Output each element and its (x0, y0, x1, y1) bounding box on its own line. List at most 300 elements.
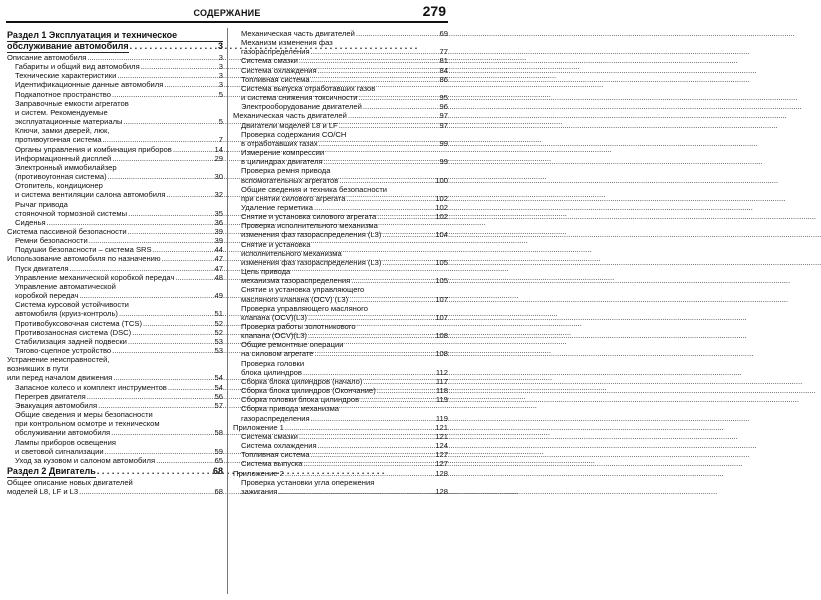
toc-entry-row (15, 71, 223, 80)
toc-entry[interactable] (7, 126, 223, 144)
dot-leader (117, 71, 217, 80)
toc-entry-row (233, 423, 448, 432)
toc-entry-title: на силовом агрегате (241, 349, 314, 359)
toc-page-number: 68 (212, 466, 223, 477)
toc-entry-title-line: Проверка головки (241, 358, 305, 368)
toc-entry-title: Информационный дисплей (15, 153, 112, 163)
dot-leader (162, 254, 214, 263)
toc-page-number: 107 (435, 294, 448, 304)
toc-entry-row (7, 227, 223, 236)
toc-entry-title: эксплуатационные материалы (15, 117, 123, 127)
toc-entry-row (241, 157, 448, 166)
toc-entry-row (15, 309, 223, 318)
toc-entry-title-line: Проверка установки угла опережения (241, 477, 375, 487)
toc-page-number: 86 (439, 74, 448, 84)
toc-entry-title: и световой сигнализации (15, 446, 104, 456)
toc-page-number: 107 (435, 312, 448, 322)
toc-entry[interactable] (233, 148, 448, 166)
dot-leader (123, 117, 217, 126)
toc-page-number: 102 (435, 212, 448, 222)
toc-entry[interactable] (7, 438, 223, 456)
toc-page-number: 30 (214, 172, 223, 182)
toc-page-number: 14 (214, 144, 223, 154)
toc-entry[interactable] (7, 99, 223, 126)
toc-entry-title: Система смазки (241, 56, 298, 66)
toc-entry[interactable] (7, 383, 223, 392)
toc-entry-title-line: Цепь привода (241, 267, 291, 277)
toc-entry-title: Удаление герметика (241, 202, 313, 212)
toc-page-number: 36 (214, 217, 223, 227)
toc-entry-title: Система смазки (241, 431, 298, 441)
toc-entry-row (241, 176, 448, 185)
toc-entry-title: изменения фаз газораспределения (L3) (241, 230, 382, 240)
toc-entry-title-line: Снятие и установка (241, 239, 311, 249)
dot-leader (349, 295, 434, 304)
toc-page-number: 29 (214, 153, 223, 163)
toc-entry-row (241, 414, 448, 423)
toc-page-number: 65 (214, 455, 223, 465)
toc-entry-title-line: Общие сведения и меры безопасности (15, 410, 153, 420)
toc-entry-row (241, 212, 448, 221)
toc-entry[interactable] (233, 29, 448, 38)
dot-leader (382, 258, 434, 267)
toc-entry-row (7, 53, 223, 62)
dot-leader (119, 309, 214, 318)
dot-leader (285, 423, 434, 432)
toc-page-number: 96 (439, 102, 448, 112)
dot-leader (324, 157, 439, 166)
dot-leader (143, 319, 214, 328)
toc-entry-row (15, 337, 223, 346)
toc-entry[interactable] (7, 392, 223, 401)
toc-entry-title: Уход за кузовом и салоном автомобиля (15, 455, 156, 465)
toc-entry[interactable] (233, 450, 448, 459)
toc-entry[interactable] (233, 102, 448, 111)
toc-entry-row (241, 349, 448, 358)
toc-page-number: 100 (435, 175, 448, 185)
dot-leader (89, 236, 214, 245)
toc-page-number: 52 (214, 318, 223, 328)
dot-leader (363, 102, 439, 111)
toc-page-number: 105 (435, 257, 448, 267)
toc-page-number: 5 (218, 117, 223, 127)
dot-leader (168, 383, 214, 392)
toc-entry-title-line: Сборка привода механизма (241, 404, 340, 414)
toc-entry-title: Снятие и установка силового агрегата (241, 212, 377, 222)
toc-entry[interactable] (233, 221, 448, 239)
toc-entry-title: клапана (OCV)(L3) (241, 331, 307, 341)
toc-entry-row (15, 392, 223, 401)
toc-page-number: 39 (214, 236, 223, 246)
toc-entry[interactable] (233, 459, 448, 468)
dot-leader (308, 313, 434, 322)
toc-entry[interactable] (7, 53, 223, 62)
toc-page-number: 35 (214, 208, 223, 218)
dot-leader (128, 209, 213, 218)
toc-page-number: 47 (214, 254, 223, 264)
toc-page-number: 47 (214, 263, 223, 273)
toc-entry[interactable] (7, 410, 223, 437)
dot-leader (156, 456, 213, 465)
dot-leader (164, 80, 217, 89)
dot-leader (314, 203, 434, 212)
toc-entry-row (241, 459, 448, 468)
toc-entry-title: блока цилиндров (241, 367, 302, 377)
toc-entry[interactable] (7, 80, 223, 89)
toc-entry[interactable] (233, 240, 448, 267)
toc-entry-title-line: возникших в пути (7, 364, 69, 374)
toc-entry-row (241, 47, 448, 56)
toc-page-number: 3 (218, 71, 223, 81)
dot-leader (112, 154, 213, 163)
toc-entry-title: Противобуксовочная система (TCS) (15, 318, 142, 328)
dot-leader (112, 346, 213, 355)
toc-entry-row (233, 469, 448, 478)
toc-entry-title: Габариты и общий вид автомобиля (15, 62, 140, 72)
toc-page-number: 44 (214, 245, 223, 255)
toc-entry-title: Управление механической коробкой передач (15, 272, 175, 282)
dot-leader (311, 75, 439, 84)
toc-page-number: 102 (435, 193, 448, 203)
toc-entry-title: при снятии силового агрегата (241, 193, 346, 203)
toc-entry[interactable] (7, 273, 223, 282)
toc-entry[interactable] (7, 90, 223, 99)
toc-entry-title: Подушки безопасности – система SRS (15, 245, 152, 255)
toc-entry-title: Противозаносная система (DSC) (15, 327, 132, 337)
toc-entry[interactable] (7, 319, 223, 328)
dot-leader (318, 66, 439, 75)
toc-entry-row (233, 111, 448, 120)
toc-page-number: 97 (439, 111, 448, 121)
dot-leader (348, 111, 439, 120)
dot-leader (105, 447, 214, 456)
toc-entry[interactable] (233, 423, 448, 432)
toc-entry-row (15, 264, 223, 273)
toc-entry[interactable] (7, 200, 223, 218)
toc-entry-title: Запасное колесо и комплект инструментов (15, 382, 167, 392)
toc-entry-title-line: Отопитель, кондиционер (15, 181, 103, 191)
toc-page-number: 117 (435, 376, 448, 386)
toc-entry[interactable] (7, 300, 223, 318)
toc-page-number: 51 (214, 309, 223, 319)
toc-entry-row (15, 383, 223, 392)
toc-entry[interactable] (233, 66, 448, 75)
toc-entry-row (241, 377, 448, 386)
toc-entry-title: моделей L8, LF и L3 (7, 487, 79, 497)
column-divider (227, 28, 228, 594)
toc-entry-title: и система снижения токсичности (241, 93, 358, 103)
toc-entry-title: Система выпуска (241, 459, 303, 469)
dot-leader (382, 230, 434, 239)
dot-leader (346, 194, 434, 203)
toc-entry-title: Раздел 2 Двигатель (7, 466, 96, 477)
toc-entry-title-line: исполнительного механизма (241, 248, 342, 258)
toc-entry-title: газораспределения (241, 413, 310, 423)
toc-entry-title-line: Проверка содержания CO/CH (241, 129, 347, 139)
toc-entry[interactable] (233, 38, 448, 56)
toc-entry-row (7, 487, 223, 496)
toc-entry-row (241, 66, 448, 75)
toc-entry[interactable] (233, 469, 448, 478)
toc-entry-row (15, 245, 223, 254)
toc-section[interactable] (7, 30, 223, 52)
toc-page-number: 32 (214, 190, 223, 200)
toc-entry-title: или перед началом движения (7, 373, 113, 383)
toc-entry[interactable] (7, 227, 223, 236)
toc-entry-title-line: Система выпуска отработавших газов (241, 83, 376, 93)
toc-entry[interactable] (233, 386, 448, 395)
toc-page-number: 127 (435, 459, 448, 469)
toc-entry[interactable] (7, 264, 223, 273)
toc-entry-row (15, 428, 223, 437)
toc-entry-row (15, 401, 223, 410)
toc-page-number: 7 (218, 135, 223, 145)
dot-leader (285, 469, 434, 478)
toc-page-number: 57 (214, 400, 223, 410)
toc-entry-row (7, 254, 223, 263)
toc-entry[interactable] (233, 478, 448, 496)
dot-leader (359, 93, 439, 102)
toc-entry[interactable] (7, 355, 223, 382)
toc-page-number: 95 (439, 93, 448, 103)
toc-entry-row (15, 456, 223, 465)
toc-entry[interactable] (7, 163, 223, 181)
toc-page-number: 3 (218, 62, 223, 72)
dot-leader (318, 441, 435, 450)
toc-page-number: 127 (435, 450, 448, 460)
toc-entry[interactable] (233, 111, 448, 120)
dot-leader (87, 392, 214, 401)
toc-entry-row (241, 258, 448, 267)
toc-entry-title: Двигатели моделей L8 и LF (241, 120, 338, 130)
toc-entry-title-line: Система курсовой устойчивости (15, 300, 129, 310)
toc-entry-title: Топливная система (241, 450, 310, 460)
dot-leader (175, 273, 213, 282)
dot-leader (153, 245, 214, 254)
dot-leader (108, 172, 214, 181)
toc-entry-row (241, 368, 448, 377)
toc-entry-title: масляного клапана (OCV) (L3) (241, 294, 349, 304)
toc-entry[interactable] (233, 395, 448, 404)
toc-entry-title: Органы управления и комбинация приборов (15, 144, 172, 154)
toc-entry-title: Приложение 2 (233, 468, 284, 478)
toc-entry[interactable] (7, 337, 223, 346)
toc-entry[interactable] (7, 154, 223, 163)
toc-entry[interactable] (7, 62, 223, 71)
toc-entry[interactable] (7, 346, 223, 355)
dot-leader (70, 264, 214, 273)
toc-page-number: 124 (435, 441, 448, 451)
dot-leader (315, 349, 435, 358)
toc-entry-row (15, 190, 223, 199)
toc-entry[interactable] (233, 322, 448, 340)
dot-leader (98, 401, 213, 410)
toc-page-number: 84 (439, 65, 448, 75)
toc-page-number: 68 (214, 487, 223, 497)
toc-page-number: 53 (214, 336, 223, 346)
toc-entry-title: Механическая часть двигателей (241, 29, 355, 38)
toc-entry[interactable] (7, 456, 223, 465)
toc-entry[interactable] (233, 432, 448, 441)
toc-entry-title: и система вентиляции салона автомобиля (15, 190, 166, 200)
toc-entry-title: Сиденья (15, 217, 46, 227)
toc-entry[interactable] (7, 181, 223, 199)
toc-page-number: 108 (435, 331, 448, 341)
dot-leader (173, 145, 214, 154)
toc-entry-row (241, 313, 448, 322)
toc-entry-row (241, 75, 448, 84)
toc-entry[interactable] (233, 75, 448, 84)
dot-leader (311, 47, 439, 56)
dot-leader (299, 432, 434, 441)
toc-page-number: 49 (214, 291, 223, 301)
toc-entry-title-line: Общие сведения и техника безопасности (241, 184, 388, 194)
toc-entry-title: Система охлаждения (241, 441, 317, 451)
toc-page-number: 105 (435, 276, 448, 286)
dot-leader (79, 291, 213, 300)
toc-page-number: 58 (214, 428, 223, 438)
toc-entry-title: газораспределения (241, 47, 310, 57)
toc-entry[interactable] (7, 282, 223, 300)
toc-entry[interactable] (233, 267, 448, 285)
toc-entry-row (15, 172, 223, 181)
toc-entry-title: Топливная система (241, 74, 310, 84)
toc-page-number: 118 (435, 386, 448, 396)
toc-entry-title: Стабилизация задней подвески (15, 336, 127, 346)
header-title: СОДЕРЖАНИЕ (193, 8, 261, 18)
toc-entry[interactable] (233, 185, 448, 203)
toc-entry-row (241, 203, 448, 212)
toc-entry-title: обслуживании автомобиля (15, 428, 111, 438)
toc-page-number: 3 (218, 53, 223, 62)
toc-entry-row (241, 194, 448, 203)
toc-entry-title-line: Ключи, замки дверей, люк, (15, 126, 110, 136)
toc-page-number: 128 (435, 486, 448, 496)
dot-leader (113, 373, 213, 382)
toc-entry[interactable] (233, 404, 448, 422)
toc-entry-row (241, 102, 448, 111)
dot-leader (304, 459, 435, 468)
toc-entry[interactable] (7, 245, 223, 254)
toc-entry[interactable] (7, 218, 223, 227)
toc-entry-title-line: и систем. Рекомендуемые (15, 107, 108, 117)
toc-entry-title: вспомогательных агрегатов (241, 175, 339, 185)
toc-entry-row (15, 209, 223, 218)
toc-entry[interactable] (233, 84, 448, 102)
header-rule (6, 21, 448, 23)
toc-entry-title-line: Лампы приборов освещения (15, 437, 116, 447)
toc-entry-row (15, 319, 223, 328)
toc-entry[interactable] (7, 71, 223, 80)
toc-entry-row (15, 328, 223, 337)
dot-leader (132, 328, 213, 337)
toc-page-number: 56 (214, 391, 223, 401)
toc-entry-title: Использование автомобиля по назначению (7, 254, 161, 264)
toc-page-number: 39 (214, 226, 223, 236)
dot-leader (319, 139, 439, 148)
toc-entry-row (241, 331, 448, 340)
toc-entry-title: обслуживание автомобиля (7, 41, 129, 51)
toc-entry[interactable] (233, 121, 448, 130)
toc-entry[interactable] (233, 441, 448, 450)
toc-entry[interactable] (7, 254, 223, 263)
toc-entry-title: Система пассивной безопасности (7, 226, 127, 236)
toc-entry-row (241, 276, 448, 285)
toc-entry-row (15, 117, 223, 126)
toc-entry[interactable] (233, 166, 448, 184)
toc-page-number: 77 (439, 47, 448, 57)
toc-page-number: 121 (435, 422, 448, 432)
toc-page-number: 99 (439, 138, 448, 148)
toc-entry[interactable] (233, 203, 448, 212)
dot-leader (128, 227, 214, 236)
toc-entry-row (241, 386, 448, 395)
toc-entry-row (241, 441, 448, 450)
toc-entry[interactable] (233, 340, 448, 358)
dot-leader (47, 218, 214, 227)
toc-entry[interactable] (7, 401, 223, 410)
toc-entry-title: Перегрев двигателя (15, 391, 86, 401)
toc-entry-row (241, 93, 448, 102)
toc-entry-title: автомобиля (круиз-контроль) (15, 309, 118, 319)
toc-entry[interactable] (7, 328, 223, 337)
toc-entry-title: Сборка головки блока цилиндров (241, 395, 360, 405)
toc-page-number: 108 (435, 349, 448, 359)
toc-page-number: 52 (214, 327, 223, 337)
toc-entry-title-line: Общее описание новых двигателей (7, 478, 133, 488)
toc-entry-row (7, 466, 223, 477)
toc-entry[interactable] (233, 212, 448, 221)
toc-entry-row (15, 447, 223, 456)
toc-entry[interactable] (233, 130, 448, 148)
toc-entry-title: (противоугонная система) (15, 172, 107, 182)
toc-entry-title-line: Проверка работы золотникового (241, 322, 356, 331)
toc-entry[interactable] (233, 377, 448, 386)
dot-leader (167, 190, 214, 199)
dot-leader (97, 466, 212, 477)
toc-entry-row (241, 395, 448, 404)
toc-entry-title-line: Заправочные емкости агрегатов (15, 98, 129, 108)
toc-entry[interactable] (233, 304, 448, 322)
toc-page-number: 48 (214, 272, 223, 282)
toc-page-number: 102 (435, 202, 448, 212)
toc-entry[interactable] (7, 236, 223, 245)
toc-entry[interactable] (7, 478, 223, 496)
toc-entry-row (15, 80, 223, 89)
toc-entry[interactable] (233, 359, 448, 377)
toc-entry[interactable] (233, 285, 448, 303)
toc-entry-row (15, 62, 223, 71)
toc-entry[interactable] (233, 56, 448, 65)
toc-entry-title-line: Проверка ремня привода (241, 166, 331, 176)
toc-entry-row (241, 450, 448, 459)
page-header (6, 2, 448, 24)
toc-entry[interactable] (7, 145, 223, 154)
toc-section[interactable] (7, 466, 223, 477)
dot-leader (141, 62, 218, 71)
dot-leader (87, 53, 217, 62)
toc-entry-title: Пуск двигателя (15, 263, 69, 273)
toc-entry-title: стояночной тормозной системы (15, 208, 128, 218)
toc-page-number: 119 (435, 395, 448, 405)
toc-entry-title-line: Раздел 1 Эксплуатация и техническое (7, 30, 223, 41)
dot-leader (377, 386, 435, 395)
dot-leader (363, 377, 435, 386)
toc-entry-title-line: Измерение компрессии (241, 148, 325, 158)
toc-page-number: 119 (435, 413, 448, 423)
toc-entry-row (15, 236, 223, 245)
toc-page-number: 59 (214, 446, 223, 456)
